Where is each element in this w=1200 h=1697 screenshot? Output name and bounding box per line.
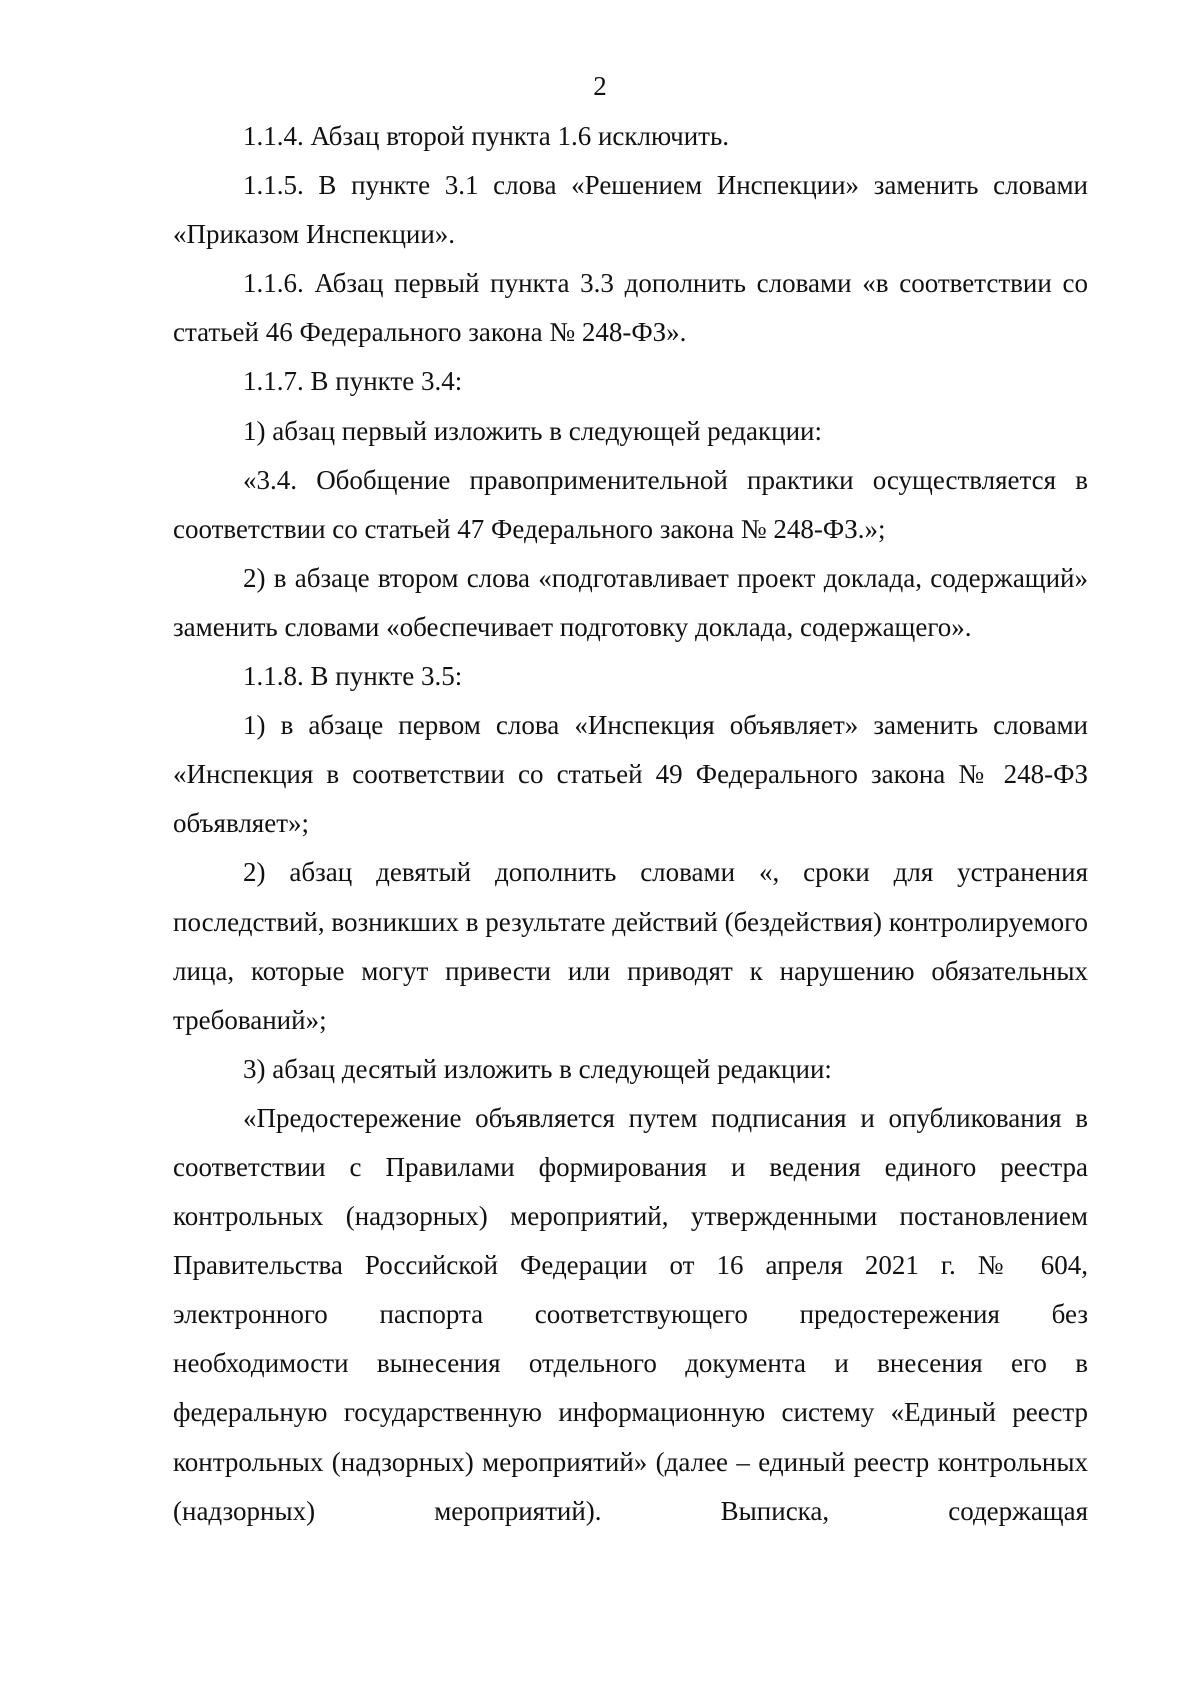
paragraph-1-1-8-item-3: 3) абзац десятый изложить в следующей редакции:: [243, 1053, 832, 1084]
paragraph-1-1-8-item-1: 1) в абзаце первом слова «Инспекция объявляет» заменить словами «Инспекция в соответствии со статьей 49 Федерального закона № 248-ФЗ объявляет»;: [173, 710, 1088, 839]
page-number: 2: [593, 71, 607, 101]
paragraph-1-1-4: 1.1.4. Абзац второй пункта 1.6 исключить.: [243, 121, 730, 151]
document-body: [173, 112, 1088, 1536]
paragraph-1-1-5: 1.1.5. В пункте 3.1 слова «Решением Инспекции» заменить словами «Приказом Инспекции».: [173, 170, 1088, 250]
paragraph-1-1-6: 1.1.6. Абзац первый пункта 3.3 дополнить словами «в соответствии со статьей 46 Федерального закона № 248-ФЗ».: [173, 268, 1088, 348]
paragraph-quote-3-4: «3.4. Обобщение правоприменительной практики осуществляется в соответствии со статьей 47 Федерального закона № 248-ФЗ.»;: [173, 464, 1088, 544]
paragraph-quote-warning: «Предостережение объявляется путем подписания и опубликования в соответствии с Правилами формирования и ведения единого реестра контрольных (надзорных) мероприятий, утвержденными постановлением Правительства Российской Федерации от 16 апреля 2021 г. № 604, электронного паспорта соответствующего предостережения без необходимости вынесения отдельного документа и внесения его в федеральную государственную информационную систему «Единый реестр контрольных (надзорных) мероприятий» (далее – единый реестр контрольных (надзорных) мероприятий). Выписка, содержащая: [173, 1102, 1088, 1526]
paragraph-1-1-7-item-2: 2) в абзаце втором слова «подготавливает проект доклада, содержащий» заменить словами «обеспечивает подготовку доклада, содержащего».: [173, 562, 1088, 642]
paragraph-1-1-7: 1.1.7. В пункте 3.4:: [243, 366, 463, 397]
paragraph-1-1-8-item-2: 2) абзац девятый дополнить словами «, сроки для устранения последствий, возникших в результате действий (бездействия) контролируемого лица, которые могут привести или приводят к нарушению обязательных требований»;: [173, 857, 1088, 1035]
paragraph-1-1-7-item-1: 1) абзац первый изложить в следующей редакции:: [243, 415, 822, 446]
paragraph-1-1-8: 1.1.8. В пункте 3.5:: [243, 661, 463, 692]
